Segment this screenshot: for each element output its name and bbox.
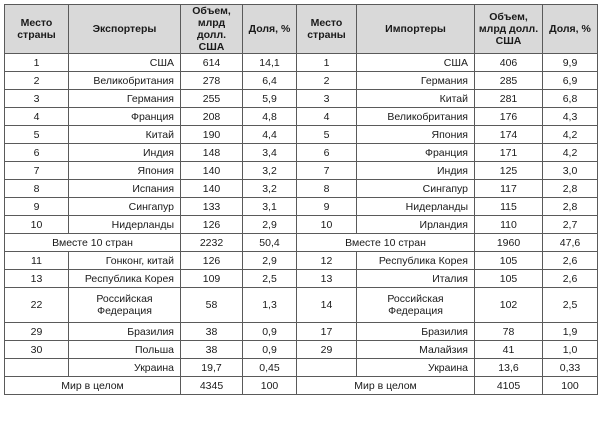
world-exp-share: 100	[243, 377, 297, 395]
imp-share: 6,9	[543, 72, 598, 90]
imp-volume: 406	[475, 54, 543, 72]
imp-volume: 174	[475, 126, 543, 144]
exp-rank	[5, 359, 69, 377]
exp-share: 4,8	[243, 108, 297, 126]
imp-rank: 8	[297, 180, 357, 198]
imp-country: Малайзия	[357, 341, 475, 359]
exp-rank: 4	[5, 108, 69, 126]
world-label-imp: Мир в целом	[297, 377, 475, 395]
exp-volume: 148	[181, 144, 243, 162]
table-row	[5, 359, 598, 377]
imp-share: 2,7	[543, 216, 598, 234]
world-imp-share: 100	[543, 377, 598, 395]
exp-country: Германия	[69, 90, 181, 108]
exp-volume: 19,7	[181, 359, 243, 377]
world-label-exp: Мир в целом	[5, 377, 181, 395]
imp-share: 2,6	[543, 252, 598, 270]
exp-country: Сингапур	[69, 198, 181, 216]
header-rank-imp: Место страны	[297, 5, 357, 54]
exp-volume: 126	[181, 216, 243, 234]
exp-rank: 1	[5, 54, 69, 72]
imp-volume: 176	[475, 108, 543, 126]
exp-country: Российская Федерация	[69, 288, 181, 323]
exp-rank: 9	[5, 198, 69, 216]
exp-rank: 29	[5, 323, 69, 341]
imp-volume: 13,6	[475, 359, 543, 377]
exp-country: США	[69, 54, 181, 72]
table-row	[5, 108, 598, 126]
table-row	[5, 54, 598, 72]
imp-share: 2,8	[543, 198, 598, 216]
exp-share: 14,1	[243, 54, 297, 72]
exp-share: 0,45	[243, 359, 297, 377]
imp-share: 1,9	[543, 323, 598, 341]
world-exp-volume: 4345	[181, 377, 243, 395]
top10-total-row	[5, 234, 598, 252]
header-volume-imp: Объем, млрд долл. США	[475, 5, 543, 54]
top10-exp-share: 50,4	[243, 234, 297, 252]
imp-rank: 1	[297, 54, 357, 72]
header-share-imp: Доля, %	[543, 5, 598, 54]
imp-share: 2,5	[543, 288, 598, 323]
exp-volume: 38	[181, 341, 243, 359]
exp-country: Украина	[69, 359, 181, 377]
top10-imp-share: 47,6	[543, 234, 598, 252]
table-row-russia	[5, 288, 598, 323]
exp-rank: 13	[5, 270, 69, 288]
exp-country: Франция	[69, 108, 181, 126]
exp-share: 2,9	[243, 216, 297, 234]
exp-rank: 2	[5, 72, 69, 90]
imp-country: Республика Корея	[357, 252, 475, 270]
exp-country: Япония	[69, 162, 181, 180]
imp-volume: 105	[475, 270, 543, 288]
imp-share: 2,6	[543, 270, 598, 288]
exp-share: 6,4	[243, 72, 297, 90]
exp-rank: 3	[5, 90, 69, 108]
table-row	[5, 323, 598, 341]
imp-volume: 41	[475, 341, 543, 359]
table-row	[5, 216, 598, 234]
imp-rank: 9	[297, 198, 357, 216]
exp-volume: 278	[181, 72, 243, 90]
imp-volume: 285	[475, 72, 543, 90]
imp-country: Япония	[357, 126, 475, 144]
exp-rank: 11	[5, 252, 69, 270]
exp-share: 2,5	[243, 270, 297, 288]
imp-share: 2,8	[543, 180, 598, 198]
exp-country: Великобритания	[69, 72, 181, 90]
exp-share: 3,4	[243, 144, 297, 162]
imp-country: Бразилия	[357, 323, 475, 341]
imp-volume: 110	[475, 216, 543, 234]
exp-rank: 5	[5, 126, 69, 144]
imp-rank: 10	[297, 216, 357, 234]
exp-country: Бразилия	[69, 323, 181, 341]
top10-label-imp: Вместе 10 стран	[297, 234, 475, 252]
imp-share: 0,33	[543, 359, 598, 377]
header-importers: Импортеры	[357, 5, 475, 54]
table-body	[5, 54, 598, 395]
table-row	[5, 126, 598, 144]
world-imp-volume: 4105	[475, 377, 543, 395]
exp-share: 5,9	[243, 90, 297, 108]
exp-volume: 208	[181, 108, 243, 126]
top10-imp-volume: 1960	[475, 234, 543, 252]
imp-country: Российская Федерация	[357, 288, 475, 323]
top10-exp-volume: 2232	[181, 234, 243, 252]
exp-rank: 22	[5, 288, 69, 323]
exp-volume: 140	[181, 162, 243, 180]
imp-country: Индия	[357, 162, 475, 180]
imp-rank: 2	[297, 72, 357, 90]
exp-country: Польша	[69, 341, 181, 359]
exp-volume: 58	[181, 288, 243, 323]
imp-rank: 5	[297, 126, 357, 144]
exp-share: 1,3	[243, 288, 297, 323]
table-row	[5, 270, 598, 288]
imp-volume: 78	[475, 323, 543, 341]
imp-country: Ирландия	[357, 216, 475, 234]
exp-rank: 30	[5, 341, 69, 359]
header-exporters: Экспортеры	[69, 5, 181, 54]
table-row	[5, 180, 598, 198]
imp-country: Италия	[357, 270, 475, 288]
exp-share: 3,2	[243, 162, 297, 180]
exp-share: 4,4	[243, 126, 297, 144]
exp-country: Китай	[69, 126, 181, 144]
exp-country: Гонконг, китай	[69, 252, 181, 270]
exp-share: 3,1	[243, 198, 297, 216]
imp-volume: 105	[475, 252, 543, 270]
header-rank-exp: Место страны	[5, 5, 69, 54]
imp-rank: 14	[297, 288, 357, 323]
imp-country: Китай	[357, 90, 475, 108]
exp-rank: 8	[5, 180, 69, 198]
trade-services-table	[4, 4, 598, 395]
header-share-exp: Доля, %	[243, 5, 297, 54]
exp-volume: 38	[181, 323, 243, 341]
imp-volume: 125	[475, 162, 543, 180]
exp-share: 0,9	[243, 341, 297, 359]
header-row	[5, 5, 598, 54]
imp-volume: 281	[475, 90, 543, 108]
imp-country: США	[357, 54, 475, 72]
imp-rank	[297, 359, 357, 377]
imp-share: 4,3	[543, 108, 598, 126]
world-total-row	[5, 377, 598, 395]
exp-rank: 6	[5, 144, 69, 162]
imp-country: Великобритания	[357, 108, 475, 126]
table-row	[5, 162, 598, 180]
imp-rank: 4	[297, 108, 357, 126]
exp-volume: 126	[181, 252, 243, 270]
imp-share: 4,2	[543, 144, 598, 162]
exp-volume: 614	[181, 54, 243, 72]
table-row	[5, 198, 598, 216]
table-row	[5, 72, 598, 90]
imp-rank: 12	[297, 252, 357, 270]
exp-volume: 140	[181, 180, 243, 198]
imp-volume: 102	[475, 288, 543, 323]
imp-rank: 3	[297, 90, 357, 108]
exp-country: Нидерланды	[69, 216, 181, 234]
top10-label-exp: Вместе 10 стран	[5, 234, 181, 252]
table-row	[5, 144, 598, 162]
imp-share: 3,0	[543, 162, 598, 180]
imp-volume: 117	[475, 180, 543, 198]
imp-rank: 6	[297, 144, 357, 162]
imp-volume: 115	[475, 198, 543, 216]
table-row	[5, 90, 598, 108]
exp-country: Индия	[69, 144, 181, 162]
exp-share: 0,9	[243, 323, 297, 341]
imp-rank: 29	[297, 341, 357, 359]
imp-share: 4,2	[543, 126, 598, 144]
imp-country: Франция	[357, 144, 475, 162]
imp-country: Украина	[357, 359, 475, 377]
exp-country: Республика Корея	[69, 270, 181, 288]
exp-volume: 255	[181, 90, 243, 108]
imp-country: Германия	[357, 72, 475, 90]
exp-rank: 10	[5, 216, 69, 234]
exp-volume: 109	[181, 270, 243, 288]
imp-share: 9,9	[543, 54, 598, 72]
imp-rank: 7	[297, 162, 357, 180]
table-row	[5, 252, 598, 270]
exp-share: 2,9	[243, 252, 297, 270]
exp-volume: 190	[181, 126, 243, 144]
exp-share: 3,2	[243, 180, 297, 198]
header-volume-exp: Объем, млрд долл. США	[181, 5, 243, 54]
imp-rank: 13	[297, 270, 357, 288]
table-row	[5, 341, 598, 359]
imp-volume: 171	[475, 144, 543, 162]
imp-share: 1,0	[543, 341, 598, 359]
exp-rank: 7	[5, 162, 69, 180]
exp-country: Испания	[69, 180, 181, 198]
imp-rank: 17	[297, 323, 357, 341]
imp-share: 6,8	[543, 90, 598, 108]
imp-country: Нидерланды	[357, 198, 475, 216]
exp-volume: 133	[181, 198, 243, 216]
imp-country: Сингапур	[357, 180, 475, 198]
